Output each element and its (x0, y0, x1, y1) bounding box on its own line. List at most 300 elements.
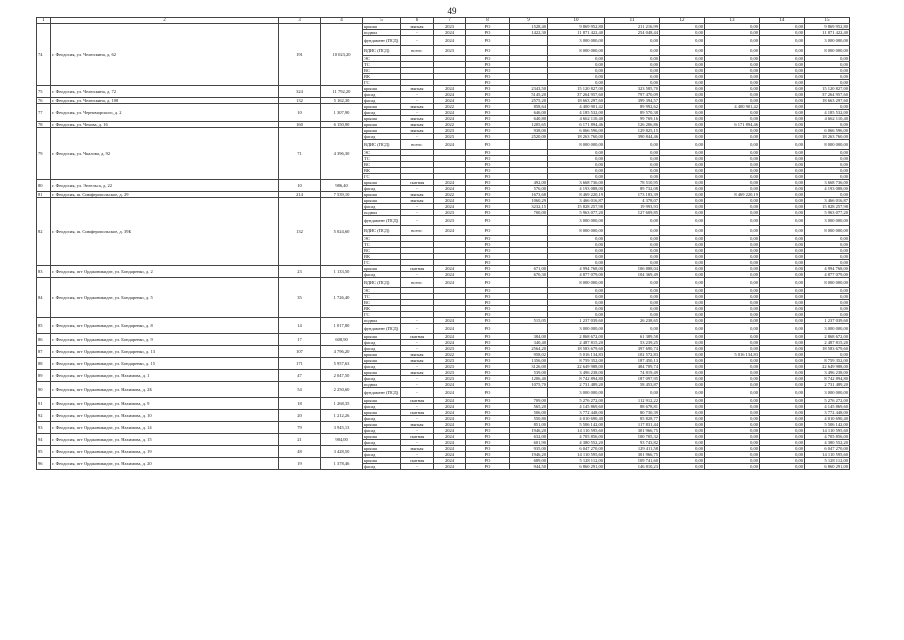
value-cell: 0,00 (805, 62, 850, 68)
value-cell: 8 000 000,00 (805, 226, 850, 236)
value-cell: 0,00 (805, 74, 850, 80)
value-cell: 2024 (434, 428, 466, 434)
value-cell: 0,00 (660, 288, 705, 294)
value-cell: 0,00 (660, 300, 705, 306)
value-cell: фасад (363, 452, 401, 458)
value-cell: 0,00 (660, 128, 705, 134)
value-cell: 0,00 (548, 306, 605, 312)
value-cell: 0,00 (705, 340, 760, 346)
value-cell: 0,00 (760, 128, 805, 134)
row-number-cell: 80 (37, 180, 51, 192)
value-cell: 0,00 (760, 242, 805, 248)
value-cell: 2022 (434, 122, 466, 128)
value-cell: 0,00 (660, 68, 705, 74)
value-cell: ВС (363, 162, 401, 168)
value-cell: 0,00 (805, 254, 850, 260)
value-cell: 0,00 (705, 324, 760, 334)
value-cell: мягкая (401, 192, 434, 198)
value-cell: 0,00 (660, 410, 705, 416)
value-cell: 0,00 (705, 198, 760, 204)
value-cell: 0,00 (705, 116, 760, 122)
column-header: 11 (605, 18, 660, 24)
value-cell: 1205,65 (510, 122, 548, 128)
value-cell: скатная (401, 266, 434, 272)
value-cell: ВДИС (ПСД) (363, 226, 401, 236)
value-cell: 4 185 532,00 (548, 110, 605, 116)
value-cell: 0,00 (605, 56, 660, 62)
value-cell: РО (466, 92, 510, 98)
value-cell: 15 120 827,00 (805, 86, 850, 92)
value-cell: 0,00 (805, 352, 850, 358)
value-cell: 0,00 (760, 36, 805, 46)
value-cell: - (401, 464, 434, 470)
value-cell: 0,00 (760, 266, 805, 272)
row-number-cell: 85 (37, 318, 51, 334)
value-cell: 15 120 827,00 (548, 86, 605, 92)
value-cell: 0,00 (660, 204, 705, 210)
value-cell: 0,00 (705, 346, 760, 352)
column-header: 5 (363, 18, 401, 24)
value-cell: РО (466, 340, 510, 346)
value-cell: РО (466, 122, 510, 128)
value-cell: 3 668 736,00 (548, 180, 605, 186)
value-cell: 0,00 (660, 98, 705, 104)
value-cell: 0,00 (605, 68, 660, 74)
value-cell: 0,00 (760, 80, 805, 86)
row-number-cell: 93 (37, 422, 51, 434)
value-cell: 0,00 (760, 428, 805, 434)
value-cell: фундамент (ПСД) (363, 388, 401, 398)
value-cell: фасад (363, 98, 401, 104)
value-cell: 0,00 (705, 36, 760, 46)
value-cell: 0,00 (705, 428, 760, 434)
row-number-cell: 89 (37, 370, 51, 382)
value-cell (510, 226, 548, 236)
value-cell: 492,00 (510, 180, 548, 186)
value-cell: РО (466, 404, 510, 410)
row-number-cell: 83 (37, 266, 51, 278)
value-cell: фасад (363, 428, 401, 434)
value-cell: - (401, 110, 434, 116)
value-cell: 2024 (434, 98, 466, 104)
value-cell: 18 263 760,00 (548, 134, 605, 140)
value-cell: 0,00 (705, 382, 760, 388)
value-cell: 6 860 291,00 (805, 464, 850, 470)
value-cell: РО (466, 30, 510, 36)
value-cell: 5 128 112,00 (548, 458, 605, 464)
value-cell: 4 378,07 (605, 198, 660, 204)
value-cell: РО (466, 248, 510, 254)
value-cell: РО (466, 260, 510, 266)
value-cell: 0,00 (548, 162, 605, 168)
value-cell: 0,00 (805, 236, 850, 242)
value-cell: РО (466, 294, 510, 300)
value-cell: 4 193 088,00 (805, 186, 850, 192)
address-cell: г. Феодосия, пгт Орджоникидзе, ул. Бондаренко, д. 8 (51, 318, 279, 334)
column-header: 3 (279, 18, 321, 24)
value-cell: 2024 (434, 116, 466, 122)
value-cell: 0,00 (705, 128, 760, 134)
value-cell: 935,00 (510, 446, 548, 452)
value-cell: - (401, 134, 434, 140)
value-cell: 2022 (434, 192, 466, 198)
value-cell: 0,00 (660, 174, 705, 180)
value-cell (510, 140, 548, 150)
value-cell: 2024 (434, 452, 466, 458)
value-cell: 484 709,74 (605, 364, 660, 370)
value-cell: РО (466, 192, 510, 198)
value-cell: 0,00 (548, 68, 605, 74)
value-cell: 0,00 (805, 122, 850, 128)
value-cell: 26 238,65 (605, 318, 660, 324)
value-cell: РО (466, 128, 510, 134)
value-cell: 0,00 (660, 242, 705, 248)
col4-cell: 5 162,30 (321, 98, 363, 104)
value-cell: 2024 (434, 434, 466, 440)
col4-cell: 608,90 (321, 334, 363, 346)
value-cell: 3 466 016,87 (548, 198, 605, 204)
row-number-cell: 91 (37, 398, 51, 410)
value-cell: 0,00 (760, 210, 805, 216)
value-cell (510, 46, 548, 56)
value-cell: 2024 (434, 422, 466, 428)
value-cell: всего: (401, 278, 434, 288)
value-cell: 0,00 (660, 134, 705, 140)
value-cell: 37 264 957,60 (548, 92, 605, 98)
value-cell: 8 759 352,00 (805, 358, 850, 364)
value-cell: 640,80 (510, 116, 548, 122)
value-cell: 4 145 869,60 (548, 404, 605, 410)
col3-cell: 171 (279, 358, 321, 370)
row-number-cell: 75 (37, 86, 51, 98)
value-cell: 0,00 (705, 30, 760, 36)
value-cell: 88 678,81 (605, 404, 660, 410)
column-header: 12 (660, 18, 705, 24)
value-cell: 0,00 (760, 174, 805, 180)
value-cell: фасад (363, 340, 401, 346)
value-cell: 2024 (434, 30, 466, 36)
value-cell: 390 844,46 (605, 134, 660, 140)
value-cell: 0,00 (605, 150, 660, 156)
value-cell: 0,00 (805, 300, 850, 306)
value-cell (510, 388, 548, 398)
value-cell: 0,00 (705, 80, 760, 86)
value-cell: 0,00 (660, 404, 705, 410)
value-cell: РО (466, 134, 510, 140)
value-cell: мягкая (401, 446, 434, 452)
value-cell: РО (466, 358, 510, 364)
value-cell: 2024 (434, 92, 466, 98)
col4-cell: 1 017,80 (321, 318, 363, 334)
value-cell: 0,00 (660, 452, 705, 458)
value-cell: 2024 (434, 404, 466, 410)
value-cell: 0,00 (548, 80, 605, 86)
value-cell: 0,00 (660, 80, 705, 86)
value-cell: 632,00 (510, 434, 548, 440)
column-header: 15 (805, 18, 850, 24)
value-cell: 397 690,74 (605, 346, 660, 352)
value-cell: крыша (363, 192, 401, 198)
value-cell: 0,00 (760, 340, 805, 346)
value-cell: 0,00 (660, 324, 705, 334)
value-cell: 0,00 (760, 434, 805, 440)
value-cell: 0,00 (548, 312, 605, 318)
col4-cell: 1 726,40 (321, 278, 363, 318)
value-cell: скатная (401, 410, 434, 416)
value-cell: 8 000 000,00 (805, 46, 850, 56)
value-cell: 0,00 (760, 346, 805, 352)
value-cell: 4 877 079,00 (805, 272, 850, 278)
address-cell: г. Феодосия, пгт Орджоникидзе, ул. Нахимова, д. 19 (51, 446, 279, 458)
value-cell: 0,00 (705, 248, 760, 254)
address-cell: г. Феодосия, ул. Челюскина, д. 108 (51, 98, 279, 104)
value-cell: скатная (401, 334, 434, 340)
value-cell: 515,05 (510, 318, 548, 324)
value-cell: 2564,20 (510, 346, 548, 352)
value-cell: 0,00 (760, 204, 805, 210)
row-number-cell: 79 (37, 128, 51, 180)
value-cell: 3 000 000,00 (805, 324, 850, 334)
value-cell: 938,00 (510, 128, 548, 134)
value-cell: 0,00 (705, 278, 760, 288)
column-header: 4 (321, 18, 363, 24)
value-cell: 0,00 (660, 74, 705, 80)
col3-cell: 324 (279, 86, 321, 98)
value-cell: РО (466, 440, 510, 446)
col4-cell: 5 957,63 (321, 358, 363, 370)
value-cell: 0,00 (705, 242, 760, 248)
col3-cell: 191 (279, 24, 321, 86)
value-cell: 0,00 (660, 162, 705, 168)
value-cell: 0,00 (705, 334, 760, 340)
value-cell: 0,00 (805, 242, 850, 248)
value-cell: - (401, 340, 434, 346)
value-cell: 958,02 (510, 352, 548, 358)
value-cell: крыша (363, 86, 401, 92)
value-cell: 15 828 257,98 (805, 204, 850, 210)
value-cell: 2 731 489,20 (548, 382, 605, 388)
value-cell: 2024 (434, 226, 466, 236)
value-cell: РО (466, 376, 510, 382)
value-cell: 0,00 (605, 306, 660, 312)
value-cell: 0,00 (548, 168, 605, 174)
value-cell: 2024 (434, 36, 466, 46)
value-cell: 0,00 (660, 440, 705, 446)
value-cell: 22 649 988,00 (805, 364, 850, 370)
value-cell: 301 966,75 (605, 428, 660, 434)
value-cell: 944,50 (510, 464, 548, 470)
value-cell: 0,00 (760, 186, 805, 192)
value-cell: 0,00 (660, 388, 705, 398)
value-cell: фасад (363, 416, 401, 422)
value-cell: 0,00 (548, 156, 605, 162)
value-cell: 100 705,32 (605, 434, 660, 440)
value-cell: РО (466, 334, 510, 340)
value-cell: 6 860 291,00 (548, 464, 605, 470)
value-cell: ГС (363, 174, 401, 180)
value-cell: 5 506 142,00 (805, 422, 850, 428)
value-cell: ВС (363, 248, 401, 254)
value-cell: ВДИС (ПСД) (363, 278, 401, 288)
value-cell: 0,00 (660, 382, 705, 388)
value-cell: 53 239,25 (605, 340, 660, 346)
column-header: 9 (510, 18, 548, 24)
value-cell: 0,00 (705, 186, 760, 192)
value-cell: 173 183,39 (605, 192, 660, 198)
value-cell: ВДИС (ПСД) (363, 46, 401, 56)
value-cell: 671,00 (510, 266, 548, 272)
value-cell: крыша (363, 24, 401, 30)
value-cell: 2024 (434, 410, 466, 416)
value-cell: 3 000 000,00 (805, 388, 850, 398)
value-cell: крыша (363, 266, 401, 272)
value-cell: РО (466, 318, 510, 324)
value-cell: РО (466, 140, 510, 150)
col3-cell: 10 (279, 180, 321, 192)
value-cell: 3126,00 (510, 364, 548, 370)
value-cell: - (401, 376, 434, 382)
col4-cell: 4 796,20 (321, 346, 363, 358)
value-cell: ВС (363, 300, 401, 306)
value-cell: 0,00 (760, 86, 805, 92)
value-cell: мягкая (401, 104, 434, 110)
value-cell: РО (466, 446, 510, 452)
value-cell: 0,00 (805, 288, 850, 294)
value-cell: 14 110 595,60 (548, 428, 605, 434)
value-cell: РО (466, 80, 510, 86)
col3-cell: 20 (279, 410, 321, 422)
address-cell: г. Феодосия, пгт Орджоникидзе, ул. Бондаренко, д. 15 (51, 358, 279, 370)
value-cell: 0,00 (605, 278, 660, 288)
value-cell: 0,00 (760, 110, 805, 116)
value-cell: 0,00 (805, 294, 850, 300)
value-cell: РО (466, 346, 510, 352)
value-cell: 2023 (434, 376, 466, 382)
value-cell: крыша (363, 446, 401, 452)
value-cell: 5145,20 (510, 92, 548, 98)
value-cell: 9 869 952,80 (548, 24, 605, 30)
value-cell: крыша (363, 422, 401, 428)
value-cell: 0,00 (660, 236, 705, 242)
col3-cell: 35 (279, 278, 321, 318)
value-cell: 5 276 272,00 (548, 398, 605, 404)
value-cell: РО (466, 370, 510, 376)
value-cell: 0,00 (605, 156, 660, 162)
value-cell: 2023 (434, 210, 466, 216)
value-cell: 1946,20 (510, 452, 548, 458)
value-cell: 0,00 (760, 300, 805, 306)
value-cell: 0,00 (805, 312, 850, 318)
value-cell: 0,00 (605, 46, 660, 56)
value-cell: 5 963 077,20 (805, 210, 850, 216)
value-cell: скатная (401, 180, 434, 186)
value-cell: РО (466, 68, 510, 74)
value-cell: 0,00 (705, 404, 760, 410)
value-cell: 61 389,58 (605, 334, 660, 340)
value-cell: 0,00 (760, 334, 805, 340)
value-cell: 0,00 (548, 174, 605, 180)
value-cell: 0,00 (660, 346, 705, 352)
value-cell: 0,00 (548, 260, 605, 266)
value-cell: 0,00 (760, 216, 805, 226)
value-cell: 0,00 (760, 192, 805, 198)
value-cell: 211 216,99 (605, 24, 660, 30)
value-cell: 0,00 (660, 30, 705, 36)
value-cell: 0,00 (605, 288, 660, 294)
value-cell: 0,00 (705, 452, 760, 458)
value-cell: 0,00 (705, 162, 760, 168)
value-cell: 0,00 (705, 86, 760, 92)
value-cell: 576,00 (510, 186, 548, 192)
col4-cell: 11 792,20 (321, 86, 363, 98)
value-cell: 127 609,85 (605, 210, 660, 216)
value-cell: 0,00 (660, 352, 705, 358)
value-cell: крыша (363, 352, 401, 358)
address-cell: г. Феодосия, пгт Орджоникидзе, ул. Бондаренко, д. 9 (51, 334, 279, 346)
col3-cell: 47 (279, 370, 321, 382)
value-cell: 9 869 952,80 (805, 24, 850, 30)
value-cell: 0,00 (760, 116, 805, 122)
value-cell: ГС (363, 80, 401, 86)
value-cell: 5 016 134,83 (705, 352, 760, 358)
value-cell: 1060,29 (510, 198, 548, 204)
value-cell: 0,00 (760, 24, 805, 30)
value-cell: 323 585,70 (605, 86, 660, 92)
value-cell: 22 649 988,00 (548, 364, 605, 370)
value-cell: РО (466, 216, 510, 226)
value-cell: подвал (363, 318, 401, 324)
value-cell: - (401, 30, 434, 36)
value-cell: 3 000 000,00 (548, 216, 605, 226)
value-cell: 0,00 (760, 416, 805, 422)
value-cell: фасад (363, 110, 401, 116)
row-number-cell: 84 (37, 278, 51, 318)
value-cell: 0,00 (760, 198, 805, 204)
value-cell: 5 506 142,00 (548, 422, 605, 428)
value-cell: подвал (363, 30, 401, 36)
value-cell: крыша (363, 116, 401, 122)
value-cell: 11 871 422,40 (548, 30, 605, 36)
value-cell: 0,00 (705, 68, 760, 74)
value-cell: 0,00 (705, 150, 760, 156)
value-cell: 3 496 238,00 (805, 370, 850, 376)
value-cell: 797 470,09 (605, 92, 660, 98)
value-cell: 6 066 596,00 (548, 128, 605, 134)
value-cell: мягкая (401, 422, 434, 428)
row-number-cell: 77 (37, 104, 51, 122)
value-cell: 0,00 (660, 428, 705, 434)
value-cell: 0,00 (805, 104, 850, 110)
value-cell: РО (466, 306, 510, 312)
address-cell: г. Феодосия, ш. Симферопольское, д. 29 (51, 192, 279, 198)
value-cell: мягкая (401, 198, 434, 204)
value-cell: 1 237 039,60 (548, 318, 605, 324)
value-cell: 0,00 (660, 334, 705, 340)
value-cell: - (401, 416, 434, 422)
value-cell: 0,00 (805, 306, 850, 312)
value-cell: - (401, 428, 434, 434)
value-cell: 3 496 238,00 (548, 370, 605, 376)
value-cell: - (401, 186, 434, 192)
value-cell: РО (466, 324, 510, 334)
value-cell: 0,00 (705, 254, 760, 260)
value-cell: 0,00 (705, 440, 760, 446)
value-cell: 0,00 (548, 150, 605, 156)
value-cell: РО (466, 168, 510, 174)
value-cell: 0,00 (605, 388, 660, 398)
value-cell: 0,00 (760, 410, 805, 416)
value-cell: мягкая (401, 128, 434, 134)
